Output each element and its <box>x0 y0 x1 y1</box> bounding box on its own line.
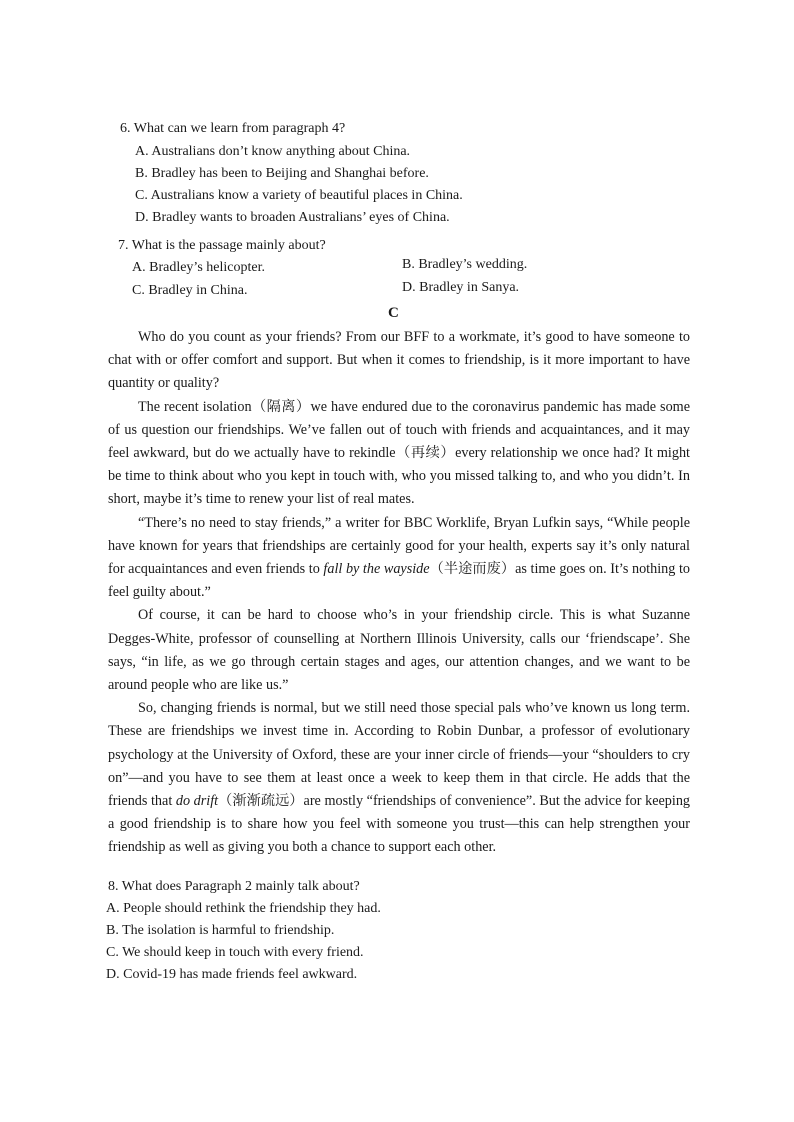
p3-text-after: （半途而废）as time goes on. It’s nothing to feel guilty about.” <box>108 561 690 601</box>
q6-option-d: D. Bradley wants to broaden Australians’ eyes of China. <box>135 210 450 225</box>
q8-option-a: A. People should rethink the friendship they had. <box>106 901 381 916</box>
q6-stem: 6. What can we learn from paragraph 4? <box>120 121 346 136</box>
section-heading: C <box>388 305 399 321</box>
q7-option-c: C. Bradley in China. <box>132 283 248 298</box>
q6-option-b: B. Bradley has been to Beijing and Shanghai before. <box>135 166 429 181</box>
q8-option-d: D. Covid-19 has made friends feel awkward. <box>106 967 358 982</box>
passage-paragraph-5 <box>108 697 690 859</box>
p3-text-before: “There’s no need to stay friends,” a writer for BBC Worklife, Bryan Lufkin says, “While people have known for years that friendships are certainly good for your health, experts say it’s only natural for acquaintances and even friends to <box>108 514 690 578</box>
p5-text-before: So, changing friends is normal, but we still need those special pals who’ve known us long term. These are friendships we invest time in. According to Robin Dunbar, a professor of evolutionary psychology at the University of Oxford, these are your inner circle of friends—your “shoulders to cry on”—and you have to see them at least once a week to keep them in that circle. He adds that the friends that <box>108 700 690 810</box>
q7-stem: 7. What is the passage mainly about? <box>118 238 326 253</box>
passage-paragraph-1: Who do you count as your friends? From our BFF to a workmate, it’s good to have someone to chat with or offer comfort and support. But when it comes to friendship, is it more important to have quantity or quality? <box>108 329 690 392</box>
passage <box>108 326 690 860</box>
passage-paragraph-3 <box>108 512 690 605</box>
q8-option-b: B. The isolation is harmful to friendship. <box>106 923 335 938</box>
q8-option-c: C. We should keep in touch with every friend. <box>106 945 364 960</box>
q7-option-d: D. Bradley in Sanya. <box>402 280 520 295</box>
passage-paragraph-2: The recent isolation（隔离）we have endured due to the coronavirus pandemic has made some of us question our friendships. We’ve fallen out of touch with friends and acquaintances, and it may feel awkward, but do we actually have to rekindle（再续）every relationship we once had? It might be time to think about who you kept in touch with, who you missed talking to, and who you didn’t. In short, maybe it’s time to renew your list of real mates. <box>108 398 690 508</box>
q7-option-b: B. Bradley’s wedding. <box>402 257 528 272</box>
p5-text-after: （渐渐疏远）are mostly “friendships of convenience”. But the advice for keeping a good friendship is to share how you feel with someone you trust—this can help strengthen your friendship as well as giving you both a chance to support each other. <box>108 793 691 856</box>
q6-option-c: C. Australians know a variety of beautiful places in China. <box>135 188 463 203</box>
p3-italic-phrase: fall by the wayside <box>323 561 430 578</box>
q7-option-a: A. Bradley’s helicopter. <box>132 260 265 275</box>
q8-stem: 8. What does Paragraph 2 mainly talk about? <box>108 879 360 894</box>
passage-paragraph-4: Of course, it can be hard to choose who’s in your friendship circle. This is what Suzanne Degges-White, professor of counselling at Northern Illinois University, calls our ‘friendscape’. She says, “in life, as we go through certain stages and ages, our attention changes, and we want to be around people who are like us.” <box>108 607 690 694</box>
q6-option-a: A. Australians don’t know anything about China. <box>135 144 411 159</box>
p5-italic-phrase: do drift <box>175 793 219 810</box>
